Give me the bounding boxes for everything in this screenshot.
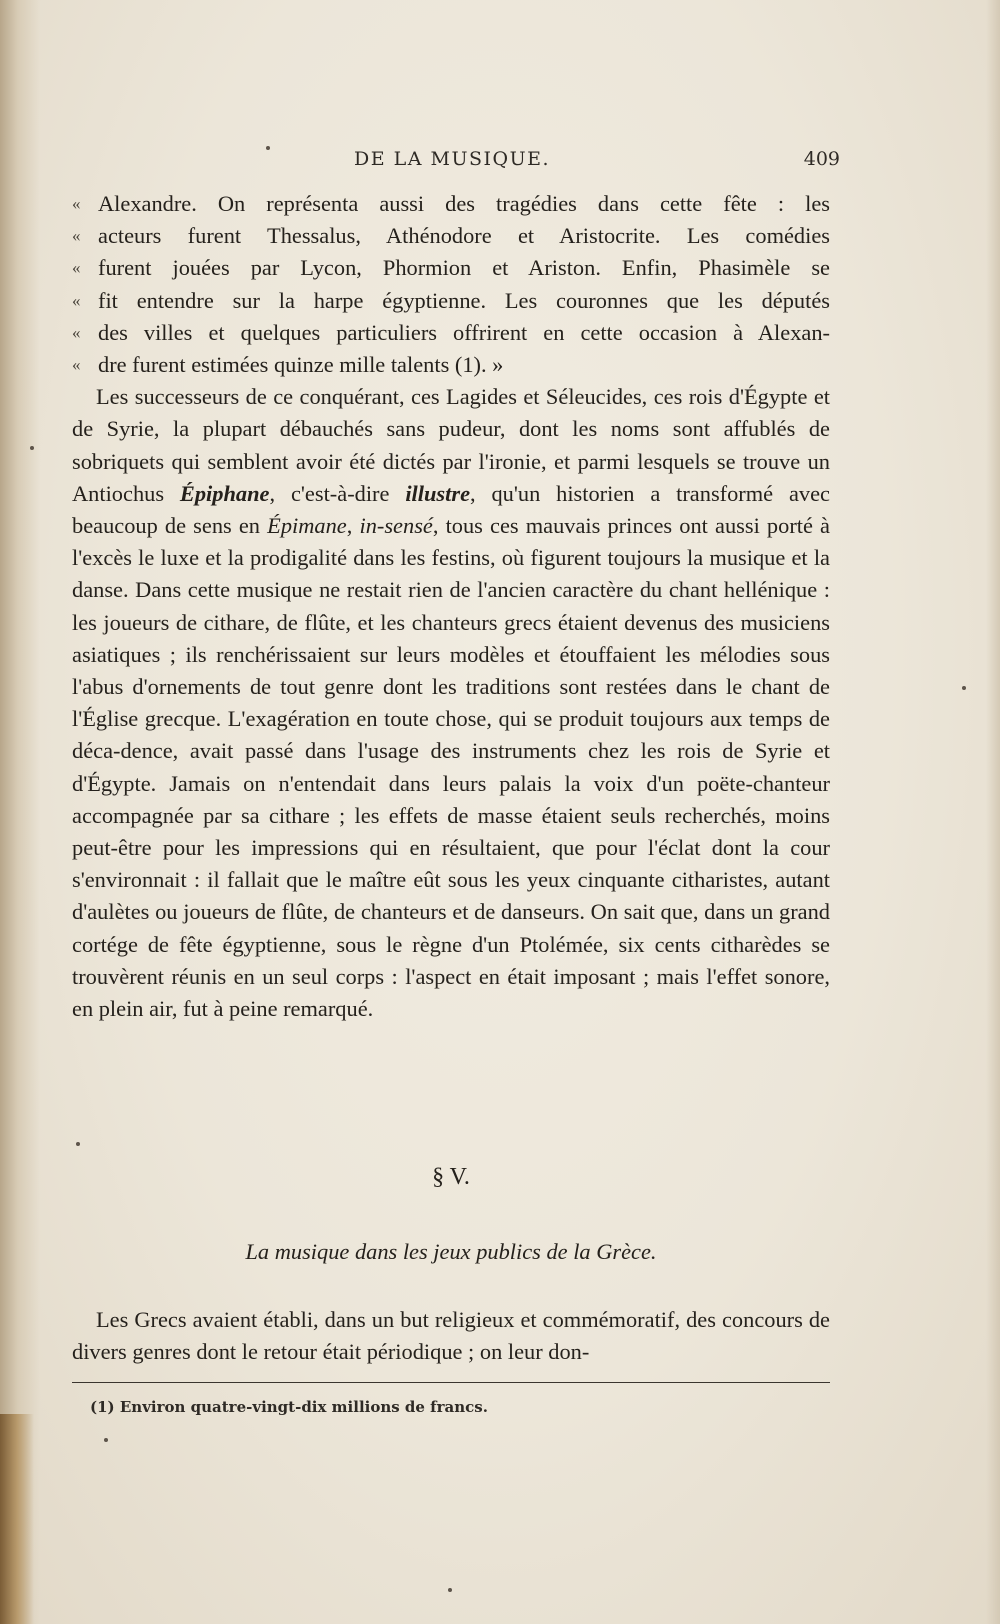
paragraph [72,381,830,1025]
paragraph: Les Grecs avaient établi, dans un but religieux et commémoratif, des concours de divers genres dont le retour était périodique ; on leur don- [72,1307,830,1365]
footnote-divider [72,1382,830,1383]
quote-line-text: acteurs furent Thessalus, Athénodore et Aristocrite. Les comédies [98,223,830,249]
quote-line-text: dre furent estimées quinze mille talents (1). » [98,352,504,378]
paper-speck [104,1438,108,1442]
quote-mark: « [72,355,81,375]
emphasis-insense: in-sensé [359,513,433,539]
paragraph-text: , tous ces mauvais princes ont aussi porté à l'excès le luxe et la prodigalité dans les festins, où figurent toujours la musique et la danse. Dans cette musique ne restait rien de l'ancien caractère du chant hellénique : les joueurs de cithare, de flûte, et les chanteurs grecs étaient devenus des musiciens asiatiques ; ils renchérissaient sur leurs modèles et étouffaient les mélodies sous l'abus d'ornements de tout genre dont les traditions sont restées dans le chant de l'Église grecque. L'exagération en toute chose, qui se produit toujours aux temps de déca-dence, avait passé dans l'usage des instruments chez les rois de Syrie et d'Égypte. Jamais on n'entendait dans leurs palais la voix d'un poëte-chanteur accompagnée par sa cithare ; les effets de masse étaient seuls recherchés, moins peut-être pour les impressions qui en résultaient, que pour l'éclat dont la cour s'environnait : il fallait que le maître eût sous les yeux cinquante citharistes, autant d'aulètes ou joueurs de flûte, de chanteurs et de danseurs. On sait que, dans un grand cortége de fête égyptienne, sous le règne d'un Ptolémée, six cents citharèdes se trouvèrent réunis en un seul corps : l'aspect en était imposant ; mais l'effet sonore, en plein air, fut à peine remarqué. [72,513,830,1022]
quote-line [72,285,830,317]
quote-line [72,349,830,381]
emphasis-epimane: Épimane [267,513,347,539]
emphasis-epiphane: Épiphane [179,480,270,506]
quote-mark: « [72,290,81,310]
paper-speck [266,146,270,150]
main-text [72,188,830,1025]
paragraph-text: Les successeurs de ce conquérant, ces Lagides et Séleucides, ces rois d'Égypte et de Syrie, la plupart débauchés sans pudeur, dont les noms sont affublés de sobriquets qui semblent avoir été dictés par l'ironie, et parmi lesquels se trouve un Antiochus [72,384,830,506]
quote-line-text: furent jouées par Lycon, Phormion et Ariston. Enfin, Phasimèle se [98,255,830,281]
quote-line [72,188,830,220]
page-spine-shadow [0,0,40,1624]
paper-speck [962,686,966,690]
emphasis-illustre: illustre [405,480,471,506]
paragraph-text: , [346,513,360,539]
quote-mark: « [72,258,81,278]
quote-line-text: des villes et quelques particuliers offrirent en cette occasion à Alexan- [98,319,830,345]
quote-line [72,220,830,252]
quote-mark: « [72,226,81,246]
quote-line-text: Alexandre. On représenta aussi des tragédies dans cette fête : les [98,191,830,216]
page-number: 409 [803,148,840,170]
paragraph-text: , c'est-à-dire [269,480,406,506]
paragraph-text: , qu'un historien a transformé avec beaucoup de sens en [72,480,830,539]
quote-line-text: fit entendre sur la harpe égyptienne. Les couronnes que les députés [98,287,830,313]
quote-line [72,317,830,349]
section-title: La musique dans les jeux publics de la Grèce. [245,1239,657,1264]
quote-mark: « [72,322,81,342]
paper-speck [448,1588,452,1592]
running-header [72,148,840,176]
quote-line [72,252,830,284]
footnote: (1) Environ quatre-vingt-dix millions de francs. [90,1398,488,1416]
paper-speck [30,446,34,450]
page-edge-shadow [986,0,1000,1624]
running-title: DE LA MUSIQUE. [353,148,550,170]
paper-speck [76,1142,80,1146]
quote-mark: « [72,194,81,213]
page-spine-stain [0,1414,34,1624]
section-number: § V. [432,1164,470,1190]
